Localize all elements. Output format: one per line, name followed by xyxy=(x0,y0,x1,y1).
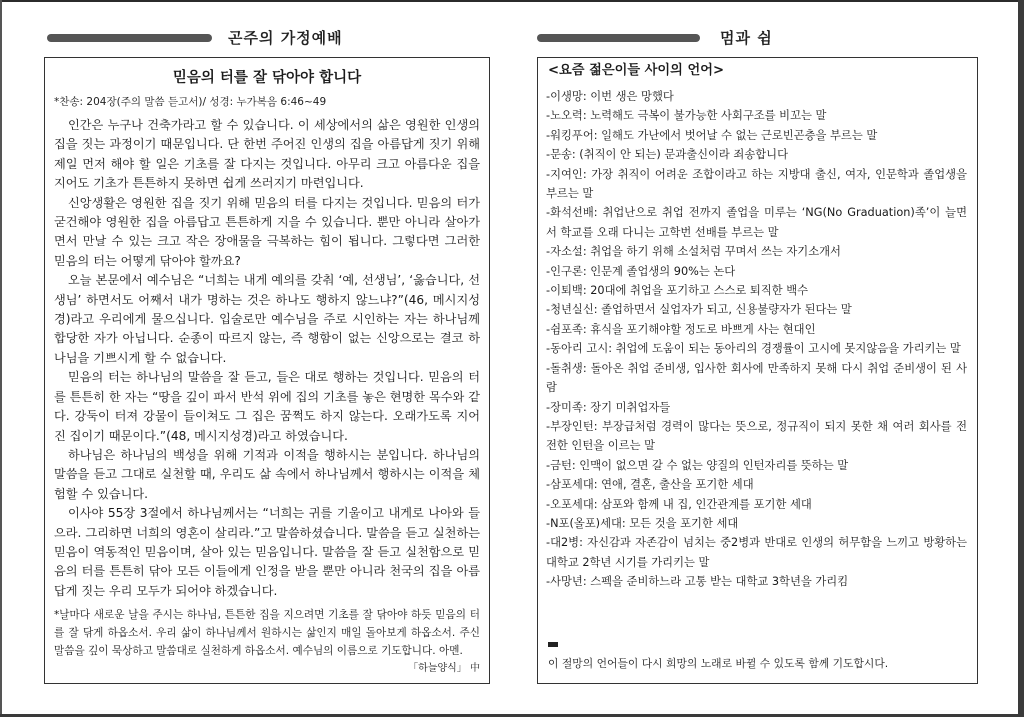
left-header-title: 곤주의 가정예배 xyxy=(228,29,343,47)
left-header-bar xyxy=(47,34,212,42)
page-right-border xyxy=(1018,0,1024,717)
list-item: -문송: (취직이 안 되는) 문과출신이라 죄송합니다 xyxy=(546,148,788,162)
closing-sentence: 이 절망의 언어들이 다시 희망의 노래로 바뀔 수 있도록 함께 기도합시다. xyxy=(548,657,889,670)
prayer-block xyxy=(54,606,480,678)
page-top-border xyxy=(0,0,1024,2)
youth-words-heading: <요즘 젊은이들 사이의 언어> xyxy=(548,63,725,78)
prayer-text: *날마다 새로운 날을 주시는 하나님, 튼튼한 집을 지으려면 기초를 잘 닦아야 하듯 믿음의 터를 잘 닦게 하옵소서. 우리 삶이 하나님께서 원하시는 삶인지 매일 돌아보게 하옵소서. 주신 말씀을 깊이 묵상하고 말씀대로 실천하게 하옵소서. 예수님의 이름으로 기도합니다. 아멘. xyxy=(54,609,480,657)
list-item: -삼포세대: 연애, 결혼, 출산을 포기한 세대 xyxy=(546,478,754,492)
list-item: -지여인: 가장 취직이 어려운 조합이라고 하는 지방대 출신, 여자, 인문학과 졸업생을 부르는 말 xyxy=(546,167,967,201)
list-item: -이생망: 이번 생은 망했다 xyxy=(546,90,674,103)
prayer-source: 「하늘양식」 中 xyxy=(408,663,480,674)
youth-words-list xyxy=(546,87,967,592)
right-header-bar xyxy=(537,34,700,42)
list-item: -오포세대: 삼포와 함께 내 집, 인간관계를 포기한 세대 xyxy=(546,497,812,511)
list-item: -대2병: 자신감과 자존감이 넘치는 중2병과 반대로 인생의 허무함을 느끼고 방황하는 대학교 2학년 시기를 가리키는 말 xyxy=(546,536,967,569)
list-item: -금턴: 인맥이 없으면 갈 수 없는 양질의 인턴자리를 뜻하는 말 xyxy=(546,458,849,472)
list-item: -노오력: 노력해도 극복이 불가능한 사회구조를 비꼬는 말 xyxy=(546,109,827,123)
list-item: -청년실신: 졸업하면서 실업자가 되고, 신용불량자가 된다는 말 xyxy=(546,303,852,317)
page-left-border xyxy=(0,0,2,717)
sermon-paragraph: 하나님은 하나님의 백성을 위해 기적과 이적을 행하시는 분입니다. 하나님의 말씀을 듣고 그대로 실천할 때, 우리도 삶 속에서 하나님께서 행하시는 이적을 체험할 수 있습니다. xyxy=(54,447,480,501)
sermon-body xyxy=(54,116,480,601)
list-item: -동아리 고시: 취업에 도움이 되는 동아리의 경쟁률이 고시에 못지않음을 가리키는 말 xyxy=(546,342,961,356)
sermon-paragraph: 오늘 본문에서 예수님은 “너희는 내게 예의를 갖춰 ‘예, 선생님’, ‘옳습니다, 선생님’ 하면서도 어째서 내가 명하는 것은 하나도 행하지 않느냐?”(46, 메시지성경)라고 우리에게 물으십니다. 입술로만 예수님을 주로 시인하는 자는 하나님께 합당한 자가 아닙니다. 순종이 따르지 않는, 즉 행함이 없는 신앙으로는 결코 하나님을 기쁘시게 할 수 없습니다. xyxy=(54,273,480,365)
sermon-paragraph: 이사야 55장 3절에서 하나님께서는 “너희는 귀를 기울이고 내게로 나아와 들으라. 그리하면 너희의 영혼이 살리라.”고 말씀하셨습니다. 말씀을 듣고 실천하는 믿음이 역동적인 믿음이며, 살아 있는 믿음입니다. 말씀을 잘 듣고 실천함으로 믿음의 터를 튼튼히 닦아 모든 이들에게 인정을 받을 뿐만 아니라 천국의 집을 아름답게 짓는 우리 모두가 되어야 하겠습니다. xyxy=(54,506,480,598)
hymn-scripture-line: *찬송: 204장(주의 말씀 듣고서)/ 성경: 누가복음 6:46~49 xyxy=(54,96,327,108)
list-item: -쉼포족: 휴식을 포기해야할 정도로 바쁘게 사는 현대인 xyxy=(546,322,816,336)
sermon-panel xyxy=(44,57,490,684)
list-item: -이퇴백: 20대에 취업을 포기하고 스스로 퇴직한 백수 xyxy=(546,284,809,298)
list-item: -자소설: 취업을 하기 위해 소설처럼 꾸며서 쓰는 자기소개서 xyxy=(546,245,841,259)
sermon-title: 믿음의 터를 잘 닦아야 합니다 xyxy=(172,70,362,86)
list-item: -사망년: 스펙을 준비하느라 고통 받는 대학교 3학년을 가리킴 xyxy=(546,575,849,589)
list-item: -부장인턴: 부장급처럼 경력이 많다는 뜻으로, 정규직이 되지 못한 채 여러 회사를 전전한 인턴을 이르는 말 xyxy=(546,419,967,453)
sermon-paragraph: 신앙생활은 영원한 집을 짓기 위해 믿음의 터를 다지는 것입니다. 믿음의 터가 굳건해야 영원한 집을 아름답고 튼튼하게 지을 수 있습니다. 뿐만 아니라 살아가면서 만날 수 있는 크고 작은 장애물을 극복하는 힘이 됩니다. 그렇다면 그러한 믿음의 터는 어떻게 닦아야 할까요? xyxy=(54,195,480,268)
list-item: -N포(올포)세대: 모든 것을 포기한 세대 xyxy=(546,516,739,530)
list-item: -화석선배: 취업난으로 취업 전까지 졸업을 미루는 ‘NG(No Graduation)족’이 늘면서 학교를 오래 다니는 고학번 선배를 부르는 말 xyxy=(546,206,967,239)
right-header-title: 멈과 쉼 xyxy=(720,29,773,47)
list-item: -장미족: 장기 미취업자들 xyxy=(546,400,671,414)
list-item: -워킹푸어: 일해도 가난에서 벗어날 수 없는 근로빈곤층을 부르는 말 xyxy=(546,128,878,142)
sermon-paragraph: 믿음의 터는 하나님의 말씀을 잘 듣고, 들은 대로 행하는 것입니다. 믿음의 터를 튼튼히 한 자는 “땅을 깊이 파서 반석 위에 집의 기초를 놓은 현명한 목수와 같다. 강둑이 터져 강물이 들이쳐도 그 집은 꿈쩍도 하지 않는다. 오래가도록 지어진 집이기 때문이다.”(48, 메시지성경)라고 하였습니다. xyxy=(54,370,480,443)
sermon-paragraph: 인간은 누구나 건축가라고 할 수 있습니다. 이 세상에서의 삶은 영원한 인생의 집을 짓는 과정이기 때문입니다. 단 한번 주어진 인생의 집을 아름답게 짓기 위해 제일 먼저 해야 할 일은 기초를 잘 다지는 것입니다. 아무리 크고 아름다운 집을 지어도 기초가 튼튼하지 못하면 쉽게 쓰러지기 마련입니다. xyxy=(54,118,480,191)
list-item: -인구론: 인문계 졸업생의 90%는 논다 xyxy=(546,264,736,278)
bullet-mark xyxy=(548,642,558,647)
list-item: -돌취생: 돌아온 취업 준비생, 입사한 회사에 만족하지 못해 다시 취업 준비생이 된 사람 xyxy=(546,361,967,395)
youth-words-panel xyxy=(537,57,978,684)
